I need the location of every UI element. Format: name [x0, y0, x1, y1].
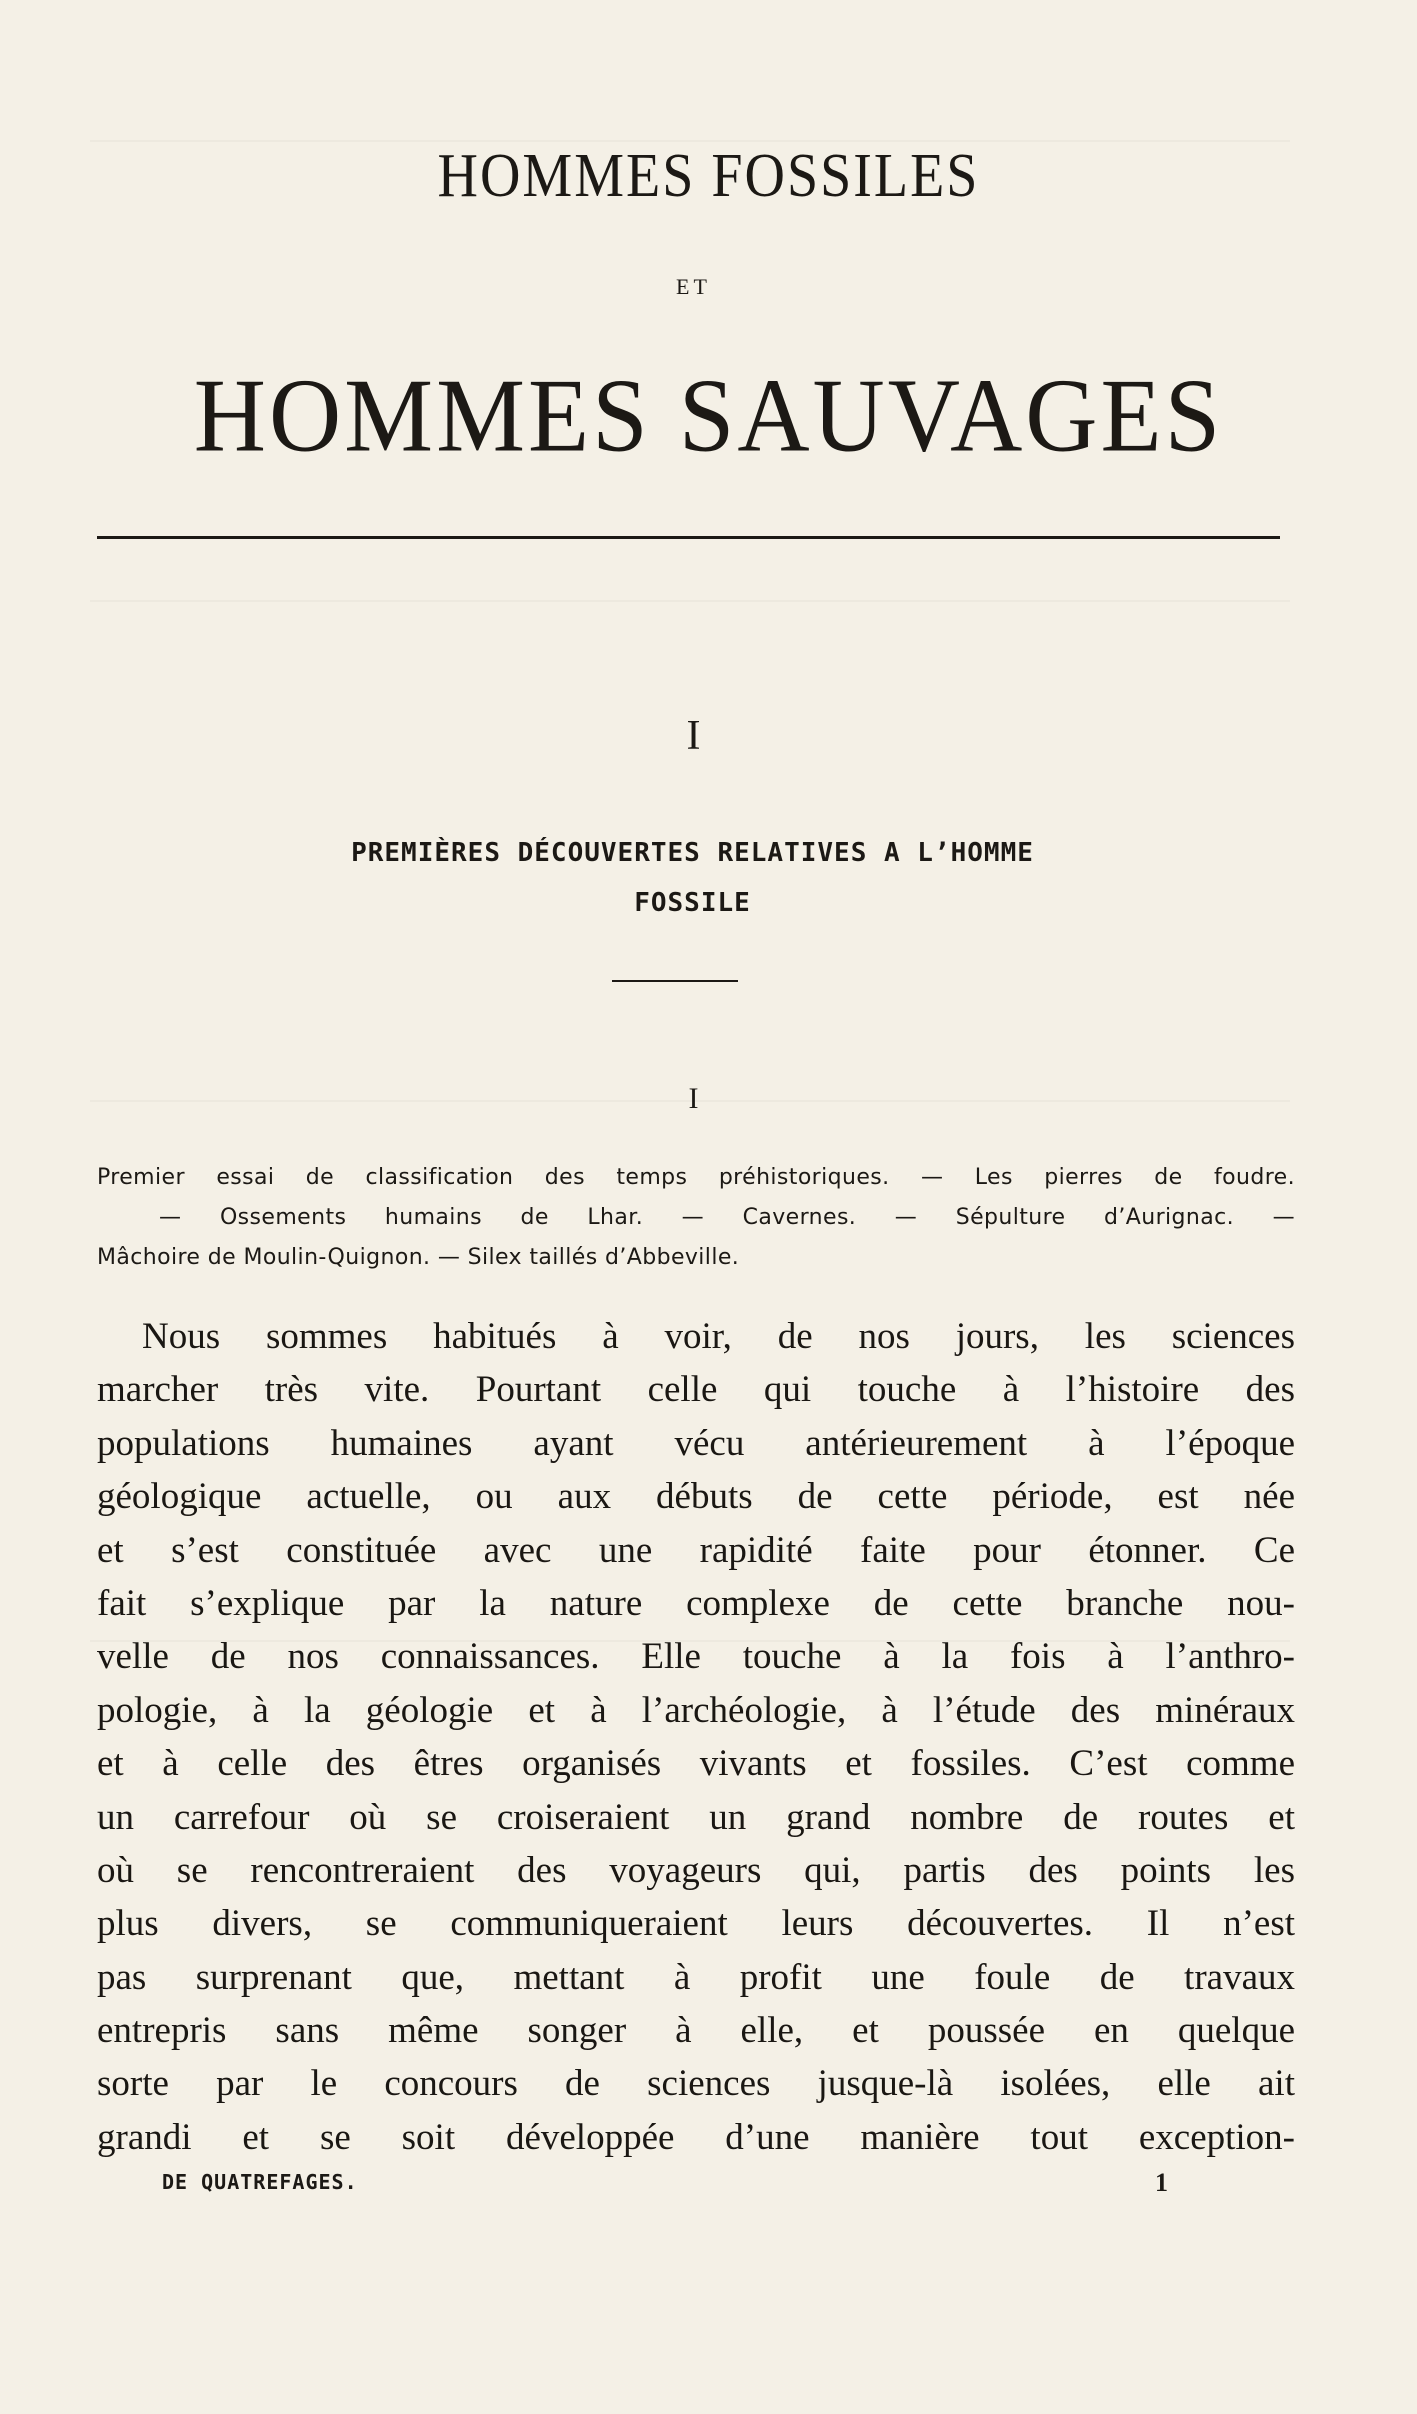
body-line: Nous sommes habitués à voir, de nos jours, les sciences: [142, 1316, 1295, 1357]
body-line: et à celle des êtres organisés vivants et fossiles. C’est comme: [97, 1743, 1295, 1785]
body-line: un carrefour où se croiseraient un grand nombre de routes et: [97, 1796, 1295, 1838]
chapter-title-line: PREMIÈRES DÉCOUVERTES RELATIVES A L’HOMME: [351, 838, 1034, 868]
section-summary: [97, 1158, 1295, 1278]
chapter-title-line: FOSSILE: [634, 888, 751, 918]
signature-mark: 1: [1155, 2168, 1168, 2197]
section-number: I: [688, 1082, 699, 1115]
summary-line: — Ossements humains de Lhar. — Cavernes. — Sépulture d’Aurignac. —: [159, 1205, 1295, 1230]
book-title-conjunction: ET: [676, 274, 711, 299]
summary-line: Premier essai de classification des temps préhistoriques. — Les pierres de foudre.: [97, 1165, 1295, 1190]
body-line: où se rencontreraient des voyageurs qui, partis des points les: [97, 1849, 1295, 1891]
title-rule: [97, 536, 1280, 539]
body-line: entrepris sans même songer à elle, et poussée en quelque: [97, 2010, 1295, 2052]
body-line: plus divers, se communiqueraient leurs découvertes. Il n’est: [97, 1903, 1295, 1945]
chapter-divider: [612, 980, 738, 982]
show-through-line: [90, 600, 1290, 602]
summary-line: Mâchoire de Moulin-Quignon. — Silex taillés d’Abbeville.: [97, 1245, 740, 1270]
book-title-big: HOMMES SAUVAGES: [193, 357, 1224, 474]
chapter-number: I: [686, 713, 701, 759]
body-line: velle de nos connaissances. Elle touche à la fois à l’anthro-: [97, 1636, 1295, 1678]
body-line: populations humaines ayant vécu antérieurement à l’époque: [97, 1422, 1295, 1464]
body-line: marcher très vite. Pourtant celle qui touche à l’histoire des: [97, 1369, 1295, 1411]
body-line: pas surprenant que, mettant à profit une foule de travaux: [97, 1956, 1295, 1998]
body-line: fait s’explique par la nature complexe de cette branche nou-: [97, 1582, 1295, 1624]
book-title-main: HOMMES FOSSILES: [437, 141, 980, 211]
body-line: grandi et se soit développée d’une manière tout exception-: [97, 2116, 1295, 2158]
chapter-title: [170, 828, 1215, 928]
body-line: sorte par le concours de sciences jusque-là isolées, elle ait: [97, 2063, 1295, 2105]
footer-author: DE QUATREFAGES.: [162, 2170, 358, 2194]
body-line: et s’est constituée avec une rapidité faite pour étonner. Ce: [97, 1529, 1295, 1571]
body-line: géologique actuelle, ou aux débuts de cette période, est née: [97, 1476, 1295, 1518]
body-paragraph: [97, 1310, 1295, 2164]
body-line: pologie, à la géologie et à l’archéologie, à l’étude des minéraux: [97, 1689, 1295, 1731]
